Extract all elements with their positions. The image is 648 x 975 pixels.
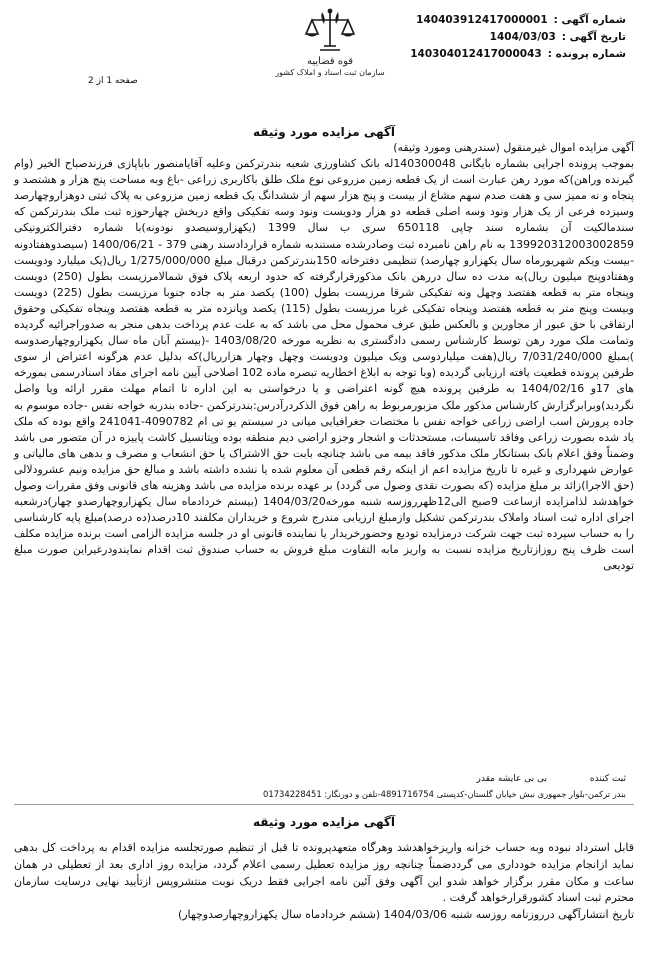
ad-number: 140403912417000001 <box>416 14 548 26</box>
ad-meta <box>376 12 626 63</box>
section2-body <box>14 840 634 924</box>
logo-title: قوه قضاییه <box>306 56 354 67</box>
page-number: صفحه 1 از 2 <box>88 76 138 86</box>
case-number: 140304012417000043 <box>410 48 542 60</box>
section2-text: قابل استرداد نبوده وبه حساب خزانه واریزخواهدشد وهرگاه متعهدپرونده تا قبل از تنظیم صورتجلسه مزایده اقدام به پرداخت کل بدهی نماید ازانجام مزایده خودداری می گرددضمناً چنانچه روز مزایده تعطیل رسمی اعلام گردد، مزایده روز اداری بعد از تعطیلی در همان ساعت و مکان مقرر برگزار خواهد شدو این آگهی وفق آئین نامه اجرایی فقط دریک نوبت منتشروپس ازتأیید نهایی درسایت سازمان محترم ثبت اسناد کشورقرارخواهد گرفت . <box>14 841 634 905</box>
section-divider <box>14 804 634 805</box>
ad-number-label: شماره آگهی : <box>553 14 626 26</box>
ad-number-row <box>376 12 626 29</box>
ad-date-row <box>376 29 626 46</box>
ad-date: 1404/03/03 <box>489 31 556 43</box>
judiciary-logo <box>270 6 390 78</box>
case-number-row <box>376 46 626 63</box>
section1-intro: آگهی مزایده اموال غیرمنقول (سندرهنی ومورد وثیقه) <box>393 141 634 154</box>
ad-date-label: تاریخ آگهی : <box>561 31 626 43</box>
section1-text: بموجب پرونده اجرایی بشماره بایگانی 140300048له بانک کشاورزی شعبه بندرترکمن وعلیه آقایامنصور باباپازی فرزندصباح الخیر (وام گیرنده وراهن)که مورد رهن عبارت است از یک قطعه زمین مزروعی نوع ملک طلق باکاربری زراعی -باغ وبه مساحت پنج هزار و هشتصد و پنجاه و نه ممیز سی و هفت صدم سهم مشاع از بیست و پنج هزار سهم از ششدانگ یک قطعه زمین مزروعی به پلاک ثبتی دوهزاروچهارصد وسیزده فرعی از یک هزار ونود وسه اصلی قطعه دو هزار ودویست ونود وسه تفکیکی واقع دربخش چهارحوزه ثبت ملک بندرترکمن که سندمالکیت آن بشماره سند چاپی 650118 سری ب سال 1399 (یکهزاروسیصدو نودونه)با شماره دفترالکترونیکی 139920312003002859 به نام راهن نامبرده ثبت وصادرشده مستندبه شماره قراردادسند رهنی 379 - 1400/06/21 (سیصدوهفتادونه -بیست ویکم شهریورماه سال یکهزارو چهارصد) تنظیمی دفترخانه 150بندرترکمن درقبال مبلغ 1/275/000/000 ریال(یک میلیارد ودویست وهفتادوپنج میلیون ریال)به مدت ده سال دررهن بانک مذکورقرارگرفته که حدود اربعه پلاک فوق شمالامرزیست بطول (250) دویست وپنجاه متر به قطعه هفتصد وچهل ونه تفکیکی شرقا مرزیست بطول (100) یکصد متر به جاده جنوبا مرزیست بطول (225) دویست وبیست وپنج متر به قطعه هفتصد وپنجاه تفکیکی غربا مرزیست بطول (115) یکصد وپانزده متر به قطعه هفتصد وپنجاه تفکیکی وحقوق ارتفاقی با حق عبور از مجاورین و بالعکس طبق عرف محمول محل می باشد که به علت عدم پرداخت بدهی منجر به صدوراجرائیه گردیده وتمامت ملک مورد رهن توسط کارشناس رسمی دادگستری به نظریه مورخه 1403/08/20 -(بیستم آبان ماه سال یکهزاروچهارصدوسه )بمبلغ 7/031/240/000 ریال(هفت میلیاردوسی ویک میلیون ودویست وچهل وچهار هزارریال)که بدلیل عدم هرگونه اعتراض از سوی طرفین پرونده قطعیت یافته ارزیابی گردیده (وبا توجه به ابلاغ اخطاریه تبصره ماده 102 اصلاحی آیین نامه اجرای مفاد اسنادرسمی بمورخه های 17و 1404/02/16 به طرفین پرونده هیچ گونه اعتراضی و یا درخواستی به این اداره تا اتمام مهلت مقرر ارائه ویا واصل نگردید)وبرابرگزارش کارشناس مذکور ملک مزبورمربوط به راهن فوق الذکردرآدرس:بندرترکمن -جاده بندربه خواجه نفس -جاده موسوم به جاده پرورش اسب اراضی زراعی خواجه نفس با مختصات جغرافیایی میانی در سیستم یو تی ام 4090782-241041 واقع بوده که ملک یاد شده بصورت زراعی وفاقد تاسیسات، مستحدثات و اشجار وجزو اراضی دیم منطقه بوده وپتانسیل کاشت پاییزه در آن متصور می باشد وضمناً وفق اعلام بانک بستانکار ملک مذکور فاقد بیمه می باشد چنانچه بابت حق الاشتراک یا حق انشعاب و مصرف و بدهی های مالیاتی و عوارض شهرداری و غیره تا تاریخ مزایده اعم از اینکه رقم قطعی آن معلوم شده یا نشده داشته باشد و مبالغ حق مزایده ونیم عشرودلالی (حق الاجرا)زائد بر مبلغ مزایده (که بصورت نقدی وصول می گردد) بر عهده برنده مزایده می باشد وهزینه های قانونی وفق مقررات وصول خواهدشد لذامزایده ازساعت 9صبح الی12ظهرروزسه شنبه مورخه1404/03/20 (بیستم خردادماه سال یکهزاروچهارصدو چهار)درشعبه اجرای اداره ثبت اسناد واملاک بندرترکمن تشکیل وازمبلغ ارزیابی مندرج شروع و خریداران مکلفند 10درصد(ده درصد)مبلغ پایه کارشناسی را به حساب سپرده ثبت جهت شرکت درمزایده تودیع وحضورخریدار یا نماینده قانونی او در جلسه مزایده الزامی است برنده مزایده مکلف است ظرف پنج روزازتاریخ مزایده نسبت به واریز مابه التفاوت مبلغ فروش به حساب صندوق ثبت اقدام نمایندودرغیراین صورت مبلغ تودیعی <box>14 157 635 573</box>
registrar-name: بی بی عایشه مقدر <box>476 774 548 784</box>
scales-emblem-icon <box>302 6 358 56</box>
registrar-signature <box>477 774 626 784</box>
office-address: بندر ترکمن-بلوار جمهوری نبش خیابان گلستان-کدپستی 4891716754-تلفن و دورنگار: 01734228451 <box>263 789 626 799</box>
case-number-label: شماره پرونده : <box>547 48 626 60</box>
logo-subtitle: سازمان ثبت اسناد و املاک کشور <box>275 68 385 77</box>
publish-date-line: تاریخ انتشارآگهی درروزنامه روزسه شنبه 1404/03/06 (ششم خردادماه سال یکهزاروچهارصدوچهار) <box>177 908 634 922</box>
section1-title: آگهی مزایده مورد وثیقه <box>252 125 395 139</box>
registrar-label: ثبت کننده <box>589 774 626 784</box>
section2-title: آگهی مزایده مورد وثیقه <box>252 815 395 829</box>
section1-body <box>14 140 634 575</box>
